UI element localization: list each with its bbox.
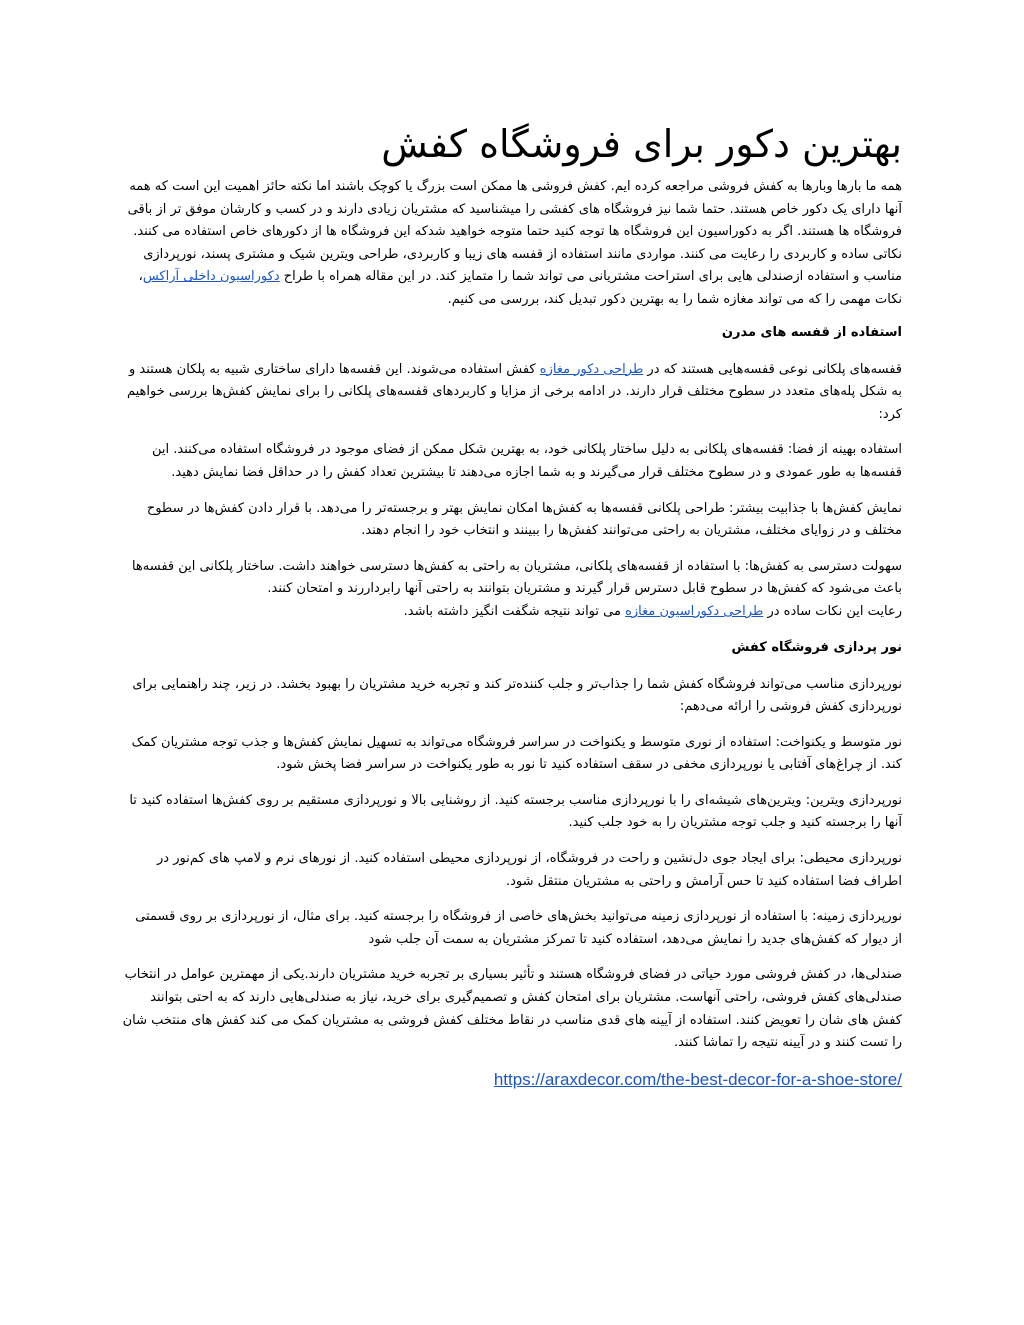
section-heading-shelves: استفاده از قفسه های مدرن [721,324,902,340]
source-link-row [122,1068,902,1092]
shelves-text-end: کفش استفاده می‌شوند. این قفسه‌ها دارای ساختاری شبیه به پلکان هستند و به شکل پله‌های متعدد در سطوح مختلف قرار دارند. در ادامه برخی از مزایا و کاربردهای قفسه‌های پلکانی را برای نمایش کفش‌ها بررسی خواهیم کرد: [126,361,902,422]
shelves-tip-text-end: می تواند نتیجه شگفت انگیز داشته باشد. [403,603,626,619]
shelves-paragraph-3: نمایش کفش‌ها با جذابیت بیشتر: طراحی پلکانی قفسه‌ها به کفش‌ها امکان نمایش بهتر و برجسته‌تر را می‌دهد. با قرار دادن کفش‌ها در سطوح مختلف و در زوایای مختلف، مشتریان به راحتی می‌توانند کفش‌ها را ببینند و انتخاب خود را انجام دهند. [146,500,902,539]
page-title: بهترین دکور برای فروشگاه کفش [381,122,902,166]
lighting-paragraph-3: نورپردازی ویترین: ویترین‌های شیشه‌ای را با نورپردازی مناسب برجسته کنید. از روشنایی بالا و نورپردازی مستقیم بر روی کفش‌ها استفاده کنید تا آنها را برجسته کنید و جلب توجه مشتریان را به خود جلب کنید. [129,792,902,831]
intro-text-start: همه ما بارها وبارها به کفش فروشی مراجعه کرده ایم. کفش فروشی ها ممکن است بزرگ یا کوچک باشند اما نکته حائز اهمیت این است که همه آنها دارای یک دکور خاص هستند. حتما شما نیز فروشگاه های کفشی را میشناسید که مشتریان زیادی دارند و در کسب و کارشان موفق تر از باقی فروشگاه ها هستند. اگر به دکوراسیون این فروشگاه ها توجه کنید حتما متوجه خواهید شدکه این فروشگاه ها از دکورهای خاص استفاده می کنند. نکاتی ساده و کاربردی را رعایت می کنند. مواردی مانند استفاده از قفسه های زیبا و کاربردی، طراحی ویترین شیک و مشتری پسند، نورپردازی مناسب و استفاده ازصندلی هایی برای استراحت مشتریانی می تواند شما را متمایز کند. در این مقاله همراه با طراح [127,179,902,285]
shelves-paragraph-1 [122,359,902,427]
shop-interior-design-link[interactable]: طراحی دکوراسیون مغازه [625,603,764,619]
section-heading-lighting: نور پردازی فروشگاه کفش [731,639,902,655]
lighting-paragraph-2: نور متوسط و یکنواخت: استفاده از نوری متوسط و یکنواخت در سراسر فروشگاه می‌تواند به تسهیل نمایش کفش‌ها و جذب توجه مشتریان کمک کند. از چراغ‌های آفتابی یا نورپردازی مخفی در سقف استفاده کنید تا نور به طور یکنواخت در سراسر فضا پخش شود. [131,734,902,773]
shelves-paragraph-2: استفاده بهینه از فضا: قفسه‌های پلکانی به دلیل ساختار پلکانی خود، به بهترین شکل ممکن از فضای موجود در فروشگاه استفاده می‌کنند. این قفسه‌ها به طور عمودی و در سطوح مختلف قرار می‌گیرند و به شما اجازه می‌دهند تا بیشترین تعداد کفش را در حداقل فضا نمایش دهید. [152,442,902,480]
lighting-paragraph-1: نورپردازی مناسب می‌تواند فروشگاه کفش شما را جذاب‌تر و جلب کننده‌تر کند و تجربه خرید مشتریان را بهبود بخشد. در زیر، چند راهنمایی برای نورپردازی کفش فروشی را ارائه می‌دهم: [132,676,902,715]
arax-interior-design-link[interactable]: دکوراسیون داخلی آراکس [142,269,280,285]
seating-paragraph: صندلی‌ها، در کفش فروشی مورد حیاتی در فضای فروشگاه هستند و تأثیر بسیاری بر تجربه خرید مشتریان دارند.یکی از مهمترین عوامل در انتخاب صندلی‌های کفش فروشی، راحتی آنهاست. مشتریان برای امتحان کفش و تصمیم‌گیری برای خرید، نیاز به صندلی‌هایی دارند که به احتی بتوانند کفش های شان را تعویض کنند. استفاده از آیینه های قدی مناسب در نقاط مختلف کفش فروشی به مشتریان کمک می کند کفش های منتخب شان را تست کنند و در آیینه نتیجه را تماشا کنند. [122,967,902,1051]
lighting-paragraph-5: نورپردازی زمینه: با استفاده از نورپردازی زمینه می‌توانید بخش‌های خاصی از فروشگاه را برجسته کنید. برای مثال، از نورپردازی بر روی قسمتی از دیوار که کفش‌های جدید را نمایش می‌دهد، استفاده کنید تا تمرکز مشتریان به سمت آن جلب شود [135,909,902,947]
shelves-text-start: قفسه‌های پلکانی نوعی قفسه‌هایی هستند که در [643,361,902,377]
shelves-paragraph-4 [122,556,902,624]
source-url-link[interactable]: https://araxdecor.com/the-best-decor-for-a-shoe-store/ [493,1069,902,1089]
shelves-tip-text-start: رعایت این نکات ساده در [763,603,902,619]
intro-text-end: ، نکات مهمی را که می تواند مغازه شما را به بهترین دکور تبدیل کند، بررسی می کنیم. [138,269,902,307]
article [122,118,902,1092]
lighting-paragraph-4: نورپردازی محیطی: برای ایجاد جوی دل‌نشین و راحت در فروشگاه، از نورپردازی محیطی استفاده کنید. از نورهای نرم و لامپ های کم‌نور در اطراف فضا استفاده کنید تا حس آرامش و راحتی به مشتریان منتقل شود. [157,851,902,889]
shop-decor-design-link[interactable]: طراحی دکور مغازه [539,361,644,377]
shelves-access-text: سهولت دسترسی به کفش‌ها: با استفاده از قفسه‌های پلکانی، مشتریان به راحتی به کفش‌ها دسترسی خواهند داشت. ساختار پلکانی این قفسه‌ها باعث می‌شود که کفش‌ها در سطوح قابل دسترس قرار گیرند و مشتریان بتوانند به راحتی آنها رابرداررند و امتحان کنند. [131,558,902,597]
intro-paragraph [122,176,902,312]
